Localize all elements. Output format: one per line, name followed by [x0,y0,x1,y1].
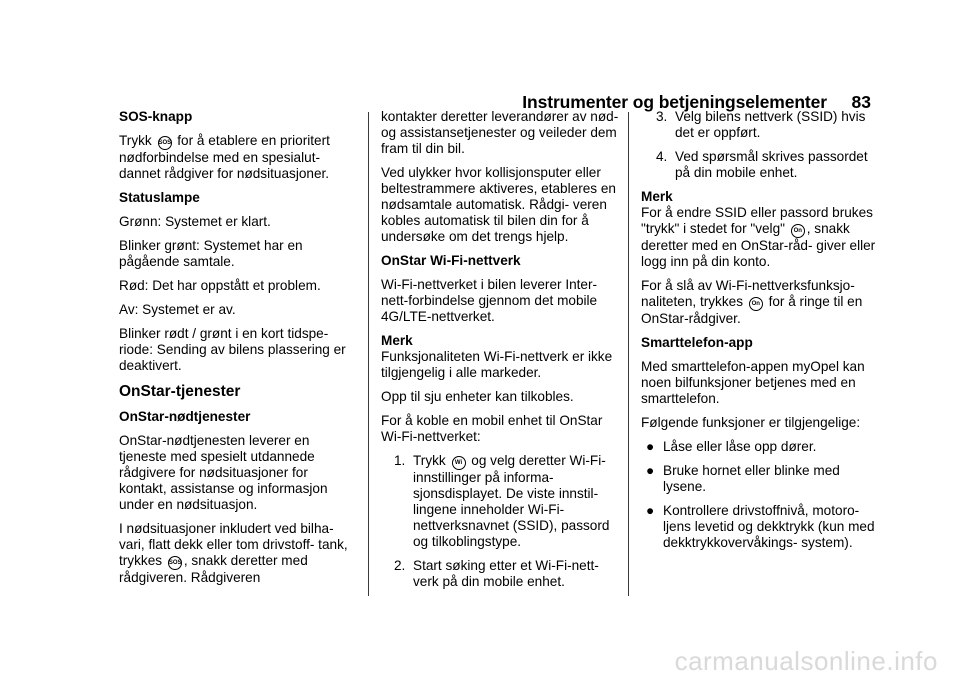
emergency-heading: OnStar-nødtjenester [119,409,251,424]
text: Bruke hornet eller blinke med lysene. [663,463,840,494]
bullet-item [641,439,881,455]
bullet-item [641,503,881,551]
paragraph: Følgende funksjoner er tilgjengelige: [641,415,861,430]
bullet: ● [646,503,655,518]
status-item: Grønn: Systemet er klart. [119,214,271,229]
list-number: 1. [394,453,406,468]
onstar-icon: On [749,297,763,311]
paragraph: Opp til sju enheter kan tilkobles. [381,389,574,404]
text: Ved spørsmål skrives passordet på din mobile enhet. [675,149,868,180]
smartphone-heading: Smarttelefon-app [641,335,753,350]
text: Velg bilens nettverk (SSID) hvis det er oppført. [675,109,866,140]
list-item [641,109,881,141]
section-heading: OnStar-tjenester [119,383,241,400]
sos-icon: SOS [158,136,172,150]
paragraph [641,278,881,327]
text: Kontrollere drivstoffnivå, motoro- ljens levetid og dekktrykk (kun med dekktrykkovervåkings- system). [663,503,875,550]
list-number: 3. [656,109,668,124]
note-heading: Merk [381,333,413,348]
wifi-icon: Wi [452,456,466,470]
page-number: 83 [851,92,871,112]
text: og velg deretter Wi-Fi-innstillinger på informa- sjonsdisplayet. De viste innstil- lingene inneholder Wi-Fi-nettverksnavnet (SSID), passord og tilkoblingstype. [413,453,610,549]
bullet: ● [646,463,655,478]
column-divider [368,112,369,596]
list-item [641,149,881,181]
header-title: Instrumenter og betjeningselementer [522,92,827,112]
text: for å ringe til en OnStar-rådgiver. [641,294,863,326]
watermark: carmanualsonline.info [674,646,938,676]
column-1 [119,109,359,594]
column-3 [641,109,881,559]
list-number: 2. [394,558,406,573]
emergency-paragraph: OnStar-nødtjenesten leverer en tjeneste med spesielt utdannede rådgivere for nødsituasjoner for kontakt, assistanse og informasjon under en nødsituasjon. [119,433,328,512]
status-heading: Statuslampe [119,190,200,205]
column-divider [628,112,629,596]
column-2 [381,109,621,598]
emergency-paragraph-2 [119,521,359,586]
text: Trykk [119,133,152,148]
list-item [381,453,621,550]
sos-paragraph [119,133,359,182]
text: , snakk deretter med en OnStar-råd- giver eller logg inn på din konto. [641,221,876,269]
text: I nødsituasjoner inkludert ved bilha- vari, flatt dekk eller tom drivstoff- tank, trykkes [119,521,348,568]
status-item: Blinker rødt / grønt i en kort tidspe- riode: Sending av bilens plassering er deaktivert. [119,326,346,373]
note-paragraph: Funksjonaliteten Wi-Fi-nettverk er ikke tilgjengelig i alle markeder. [381,349,613,380]
paragraph: Ved ulykker hvor kollisjonsputer eller beltestrammere aktiveres, etableres en nødsamtale automatisk. Rådgi- veren kobles automatisk til bilen din for å undersøke om det trengs hjelp. [381,165,616,244]
text: Trykk [413,453,446,468]
list-item [381,558,621,590]
text: Låse eller låse opp dører. [663,439,817,454]
text: For å endre SSID eller passord brukes "trykk" i stedet for "velg" [641,205,873,236]
sos-heading: SOS-knapp [119,109,193,124]
paragraph: For å koble en mobil enhet til OnStar Wi-Fi-nettverket: [381,413,603,444]
paragraph: Med smarttelefon-appen myOpel kan noen bilfunksjoner betjenes med en smarttelefon. [641,359,865,406]
wifi-heading: OnStar Wi-Fi-nettverk [381,253,521,268]
bullet-item [641,463,881,495]
note-heading: Merk [641,189,673,204]
paragraph: kontakter deretter leverandører av nød- og assistansetjenester og veileder dem fram til din bil. [381,109,619,156]
onstar-icon: On [791,224,805,238]
status-item: Av: Systemet er av. [119,302,236,317]
status-item: Blinker grønt: Systemet har en pågående samtale. [119,238,303,269]
sos-icon: SOS [168,556,182,570]
list-number: 4. [656,149,668,164]
text: Start søking etter et Wi-Fi-nett- verk på din mobile enhet. [413,558,599,589]
paragraph: Wi-Fi-nettverket i bilen leverer Inter- nett-forbindelse gjennom det mobile 4G/LTE-nettverket. [381,277,598,324]
note-paragraph [641,205,881,270]
status-item: Rød: Det har oppstått et problem. [119,278,321,293]
text: For å slå av Wi-Fi-nettverksfunksjo- naliteten, trykkes [641,278,855,309]
text: for å etablere en prioritert nødforbindelse med en spesialut- dannet rådgiver for nødsituasjoner. [119,133,330,181]
text: , snakk deretter med rådgiveren. Rådgiveren [119,553,308,585]
bullet: ● [646,439,655,454]
